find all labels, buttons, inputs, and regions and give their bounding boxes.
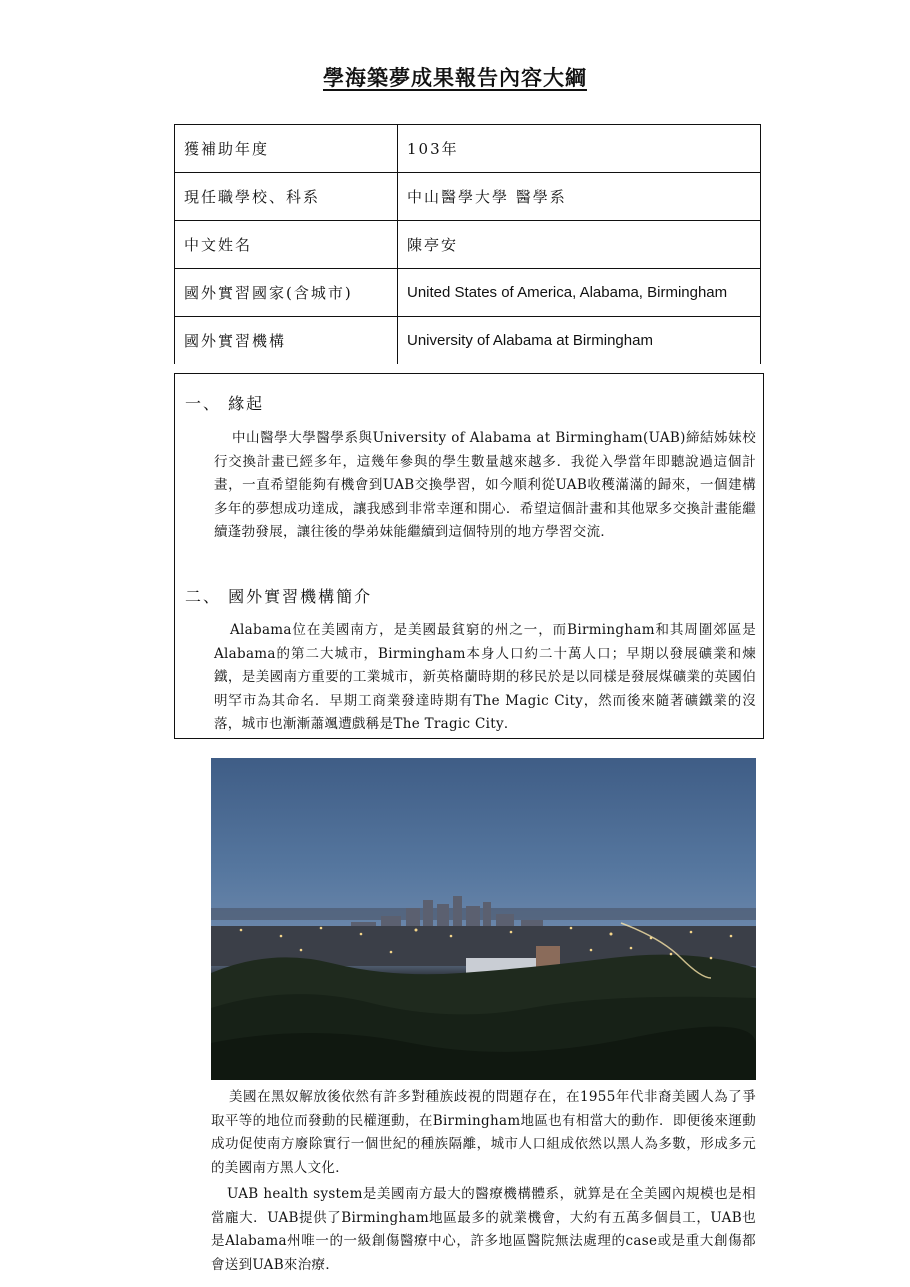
section-1-heading: 一、 緣起: [185, 394, 265, 413]
section-2-text: Alabama位在美國南方，是美國最貧窮的州之一，而Birmingham和其周圍郊區是Alabama的第二大城市，Birmingham本身人口約二十萬人口；早期以發展礦業和煉鐵，是美國南方重要的工業城市，新英格蘭時期的移民於是以同樣是發展煤礦業的英國伯明罕市為其命名．早期工商業發達時期有The Magic City，然而後來隨著礦鐵業的沒落，城市也漸漸蕭颯遭戲稱是The Tragic City．: [214, 622, 756, 732]
country-label: 國外實習國家(含城市): [175, 269, 398, 317]
school-label: 現任職學校、科系: [175, 173, 398, 221]
info-table: [174, 124, 761, 364]
name-value: 陳亭安: [398, 221, 761, 269]
section-1-text: 中山醫學大學醫學系與University of Alabama at Birmingham(UAB)締結姊妹校行交換計畫已經多年，這幾年參與的學生數量越來越多．我從入學當年即聽說過這個計畫，一直希望能夠有機會到UAB交換學習，如今順利從UAB收穫滿滿的歸來，一個建構多年的夢想成功達成，讓我感到非常幸運和開心．希望這個計畫和其他眾多交換計畫能繼續蓬勃發展，讓往後的學弟妹能繼續到這個特別的地方學習交流．: [214, 430, 756, 540]
birmingham-city-photo: [211, 758, 756, 1080]
table-row: [175, 173, 761, 221]
org-value: University of Alabama at Birmingham: [398, 317, 761, 365]
paragraph-civil-rights: 美國在黑奴解放後依然有許多對種族歧視的問題存在，在1955年代非裔美國人為了爭取平等的地位而發動的民權運動，在Birmingham地區也有相當大的動作．即便後來運動成功促使南方廢除實行一個世紀的種族隔離，城市人口組成依然以黑人為多數，形成多元的美國南方黑人文化．: [211, 1089, 756, 1176]
name-label: 中文姓名: [175, 221, 398, 269]
country-value: United States of America, Alabama, Birmingham: [398, 269, 761, 317]
paragraph-uab-health: UAB health system是美國南方最大的醫療機構體系，就算是在全美國內規模也是相當龐大．UAB提供了Birmingham地區最多的就業機會，大約有五萬多個員工，UAB也是Alabama州唯一的一級創傷醫療中心，許多地區醫院無法處理的case或是重大創傷都會送到UAB來治療．: [211, 1186, 756, 1273]
section-2-heading: 二、 國外實習機構簡介: [185, 587, 373, 606]
school-value: 中山醫學大學 醫學系: [398, 173, 761, 221]
table-row: [175, 269, 761, 317]
year-label: 獲補助年度: [175, 125, 398, 173]
year-value: 103年: [398, 125, 761, 173]
table-row: [175, 125, 761, 173]
org-label: 國外實習機構: [175, 317, 398, 365]
page-title: 學海築夢成果報告內容大綱: [323, 65, 587, 90]
table-row: [175, 221, 761, 269]
table-row: [175, 317, 761, 365]
